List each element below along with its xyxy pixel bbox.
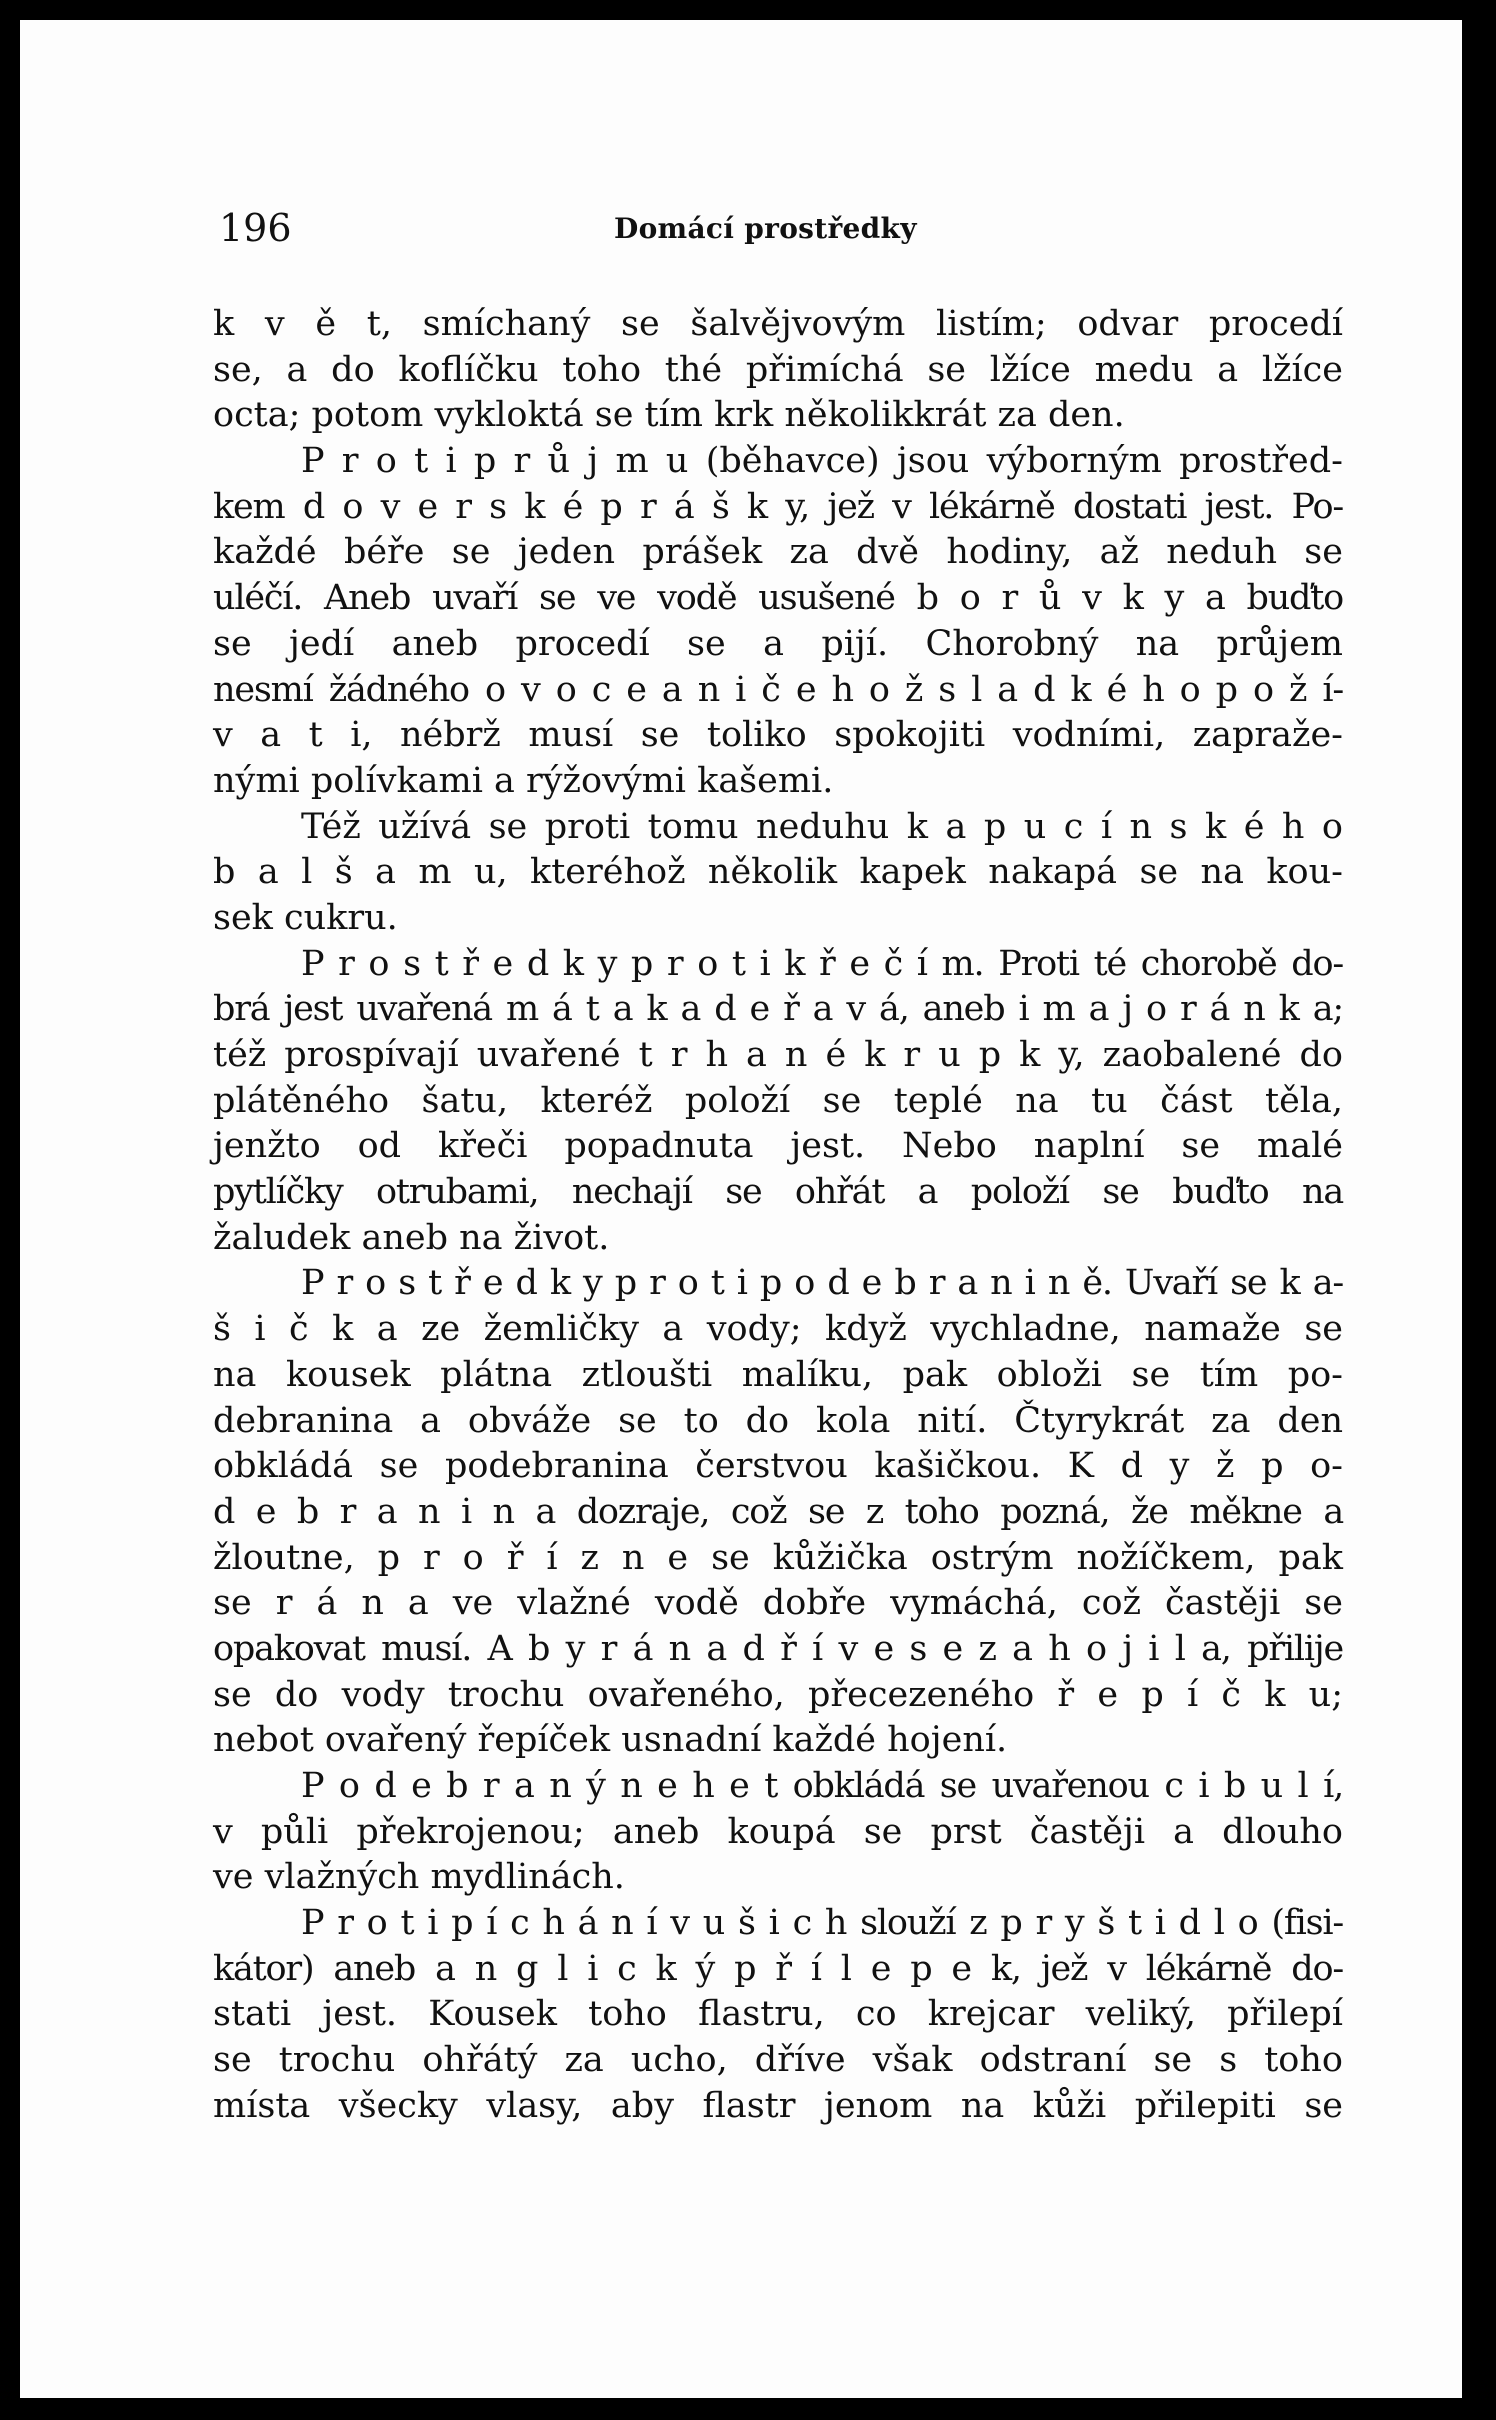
text-line: brá jest uvařená m á t a k a d e ř a v á, aneb i m a j o r á n k a;	[213, 989, 1343, 1030]
text-line: d e b r a n i n a dozraje, což se z toho pozná, že měkne a	[213, 1491, 1343, 1532]
text-line: v půli překrojenou; aneb koupá se prst častěji a dlouho	[213, 1811, 1343, 1852]
text-line: š i č k a ze žemličky a vody; když vychladne, namaže se	[213, 1309, 1343, 1350]
text-line: b a l š a m u, kteréhož několik kapek nakapá se na kou-	[213, 852, 1343, 893]
body-text	[213, 302, 1343, 2130]
text-line: debranina a obváže se to do kola nití. Čtyrykrát za den	[213, 1400, 1343, 1441]
page-header	[20, 203, 1462, 253]
text-line: též prospívají uvařené t r h a n é k r u p k y, zaobalené do	[213, 1035, 1343, 1075]
text-line: opakovat musí. A b y r á n a d ř í v e s e z a h o j i l a, přilije	[213, 1628, 1343, 1669]
text-line: P r o t i p í c h á n í v u š i c h slouží z p r y š t i d l o (fisi-	[301, 1903, 1343, 1944]
text-line: žaludek aneb na život.	[213, 1217, 610, 1258]
text-line: P r o s t ř e d k y p r o t i k ř e č í m. Proti té chorobě do-	[301, 943, 1343, 984]
text-line: Též užívá se proti tomu neduhu k a p u c í n s k é h o	[301, 806, 1343, 847]
text-line: octa; potom vykloktá se tím krk několikkrát za den.	[213, 395, 1125, 436]
text-line: kem d o v e r s k é p r á š k y, jež v lékárně dostati jest. Po-	[213, 486, 1343, 527]
page-number: 196	[219, 206, 292, 250]
text-line: uléčí. Aneb uvaří se ve vodě usušené b o r ů v k y a buďto	[213, 578, 1343, 619]
text-line: žloutne, p r o ř í z n e se kůžička ostrým nožíčkem, pak	[213, 1537, 1343, 1578]
text-line: P o d e b r a n ý n e h e t obkládá se uvařenou c i b u l í,	[301, 1766, 1343, 1806]
text-line: obkládá se podebranina čerstvou kašičkou. K d y ž p o-	[213, 1446, 1343, 1487]
text-line: místa všecky vlasy, aby flastr jenom na kůži přilepiti se	[213, 2085, 1343, 2126]
text-line: se jedí aneb procedí se a pijí. Chorobný na průjem	[213, 623, 1343, 664]
text-line: nými polívkami a rýžovými kašemi.	[213, 760, 834, 801]
text-line: P r o s t ř e d k y p r o t i p o d e b r a n i n ě. Uvaří se k a-	[301, 1263, 1343, 1304]
text-line: plátěného šatu, kteréž položí se teplé na tu část těla,	[213, 1080, 1343, 1121]
text-line: jenžto od křeči popadnuta jest. Nebo naplní se malé	[213, 1126, 1343, 1167]
text-line: v a t i, nébrž musí se toliko spokojiti vodními, zapraže-	[213, 715, 1343, 756]
text-line: kátor) aneb a n g l i c k ý p ř í l e p e k, jež v lékárně do-	[213, 1948, 1343, 1989]
text-line: se r á n a ve vlažné vodě dobře vymáchá, což častěji se	[213, 1583, 1343, 1624]
text-line: stati jest. Kousek toho flastru, co krejcar veliký, přilepí	[213, 1994, 1343, 2035]
text-line: pytlíčky otrubami, nechají se ohřát a položí se buďto na	[213, 1172, 1343, 1213]
text-line: se, a do koflíčku toho thé přimíchá se lžíce medu a lžíce	[213, 349, 1343, 390]
text-line: se do vody trochu ovařeného, přecezeného ř e p í č k u;	[213, 1674, 1343, 1715]
text-line: se trochu ohřátý za ucho, dříve však odstraní se s toho	[213, 2040, 1343, 2081]
text-line: každé béře se jeden prášek za dvě hodiny, až neduh se	[213, 532, 1343, 573]
text-line: na kousek plátna ztloušti malíku, pak obloži se tím po-	[213, 1354, 1343, 1395]
book-page	[20, 20, 1462, 2398]
text-line: ve vlažných mydlinách.	[213, 1857, 625, 1898]
text-line: k v ě t, smíchaný se šalvějvovým listím; odvar procedí	[213, 304, 1343, 344]
running-title: Domácí prostředky	[614, 212, 917, 245]
text-line: P r o t i p r ů j m u (běhavce) jsou výborným prostřed-	[301, 441, 1343, 482]
text-line: nesmí žádného o v o c e a n i č e h o ž s l a d k é h o p o ž í-	[213, 669, 1343, 710]
text-line: sek cukru.	[213, 897, 398, 938]
text-line: nebot ovařený řepíček usnadní každé hojení.	[213, 1720, 1008, 1761]
